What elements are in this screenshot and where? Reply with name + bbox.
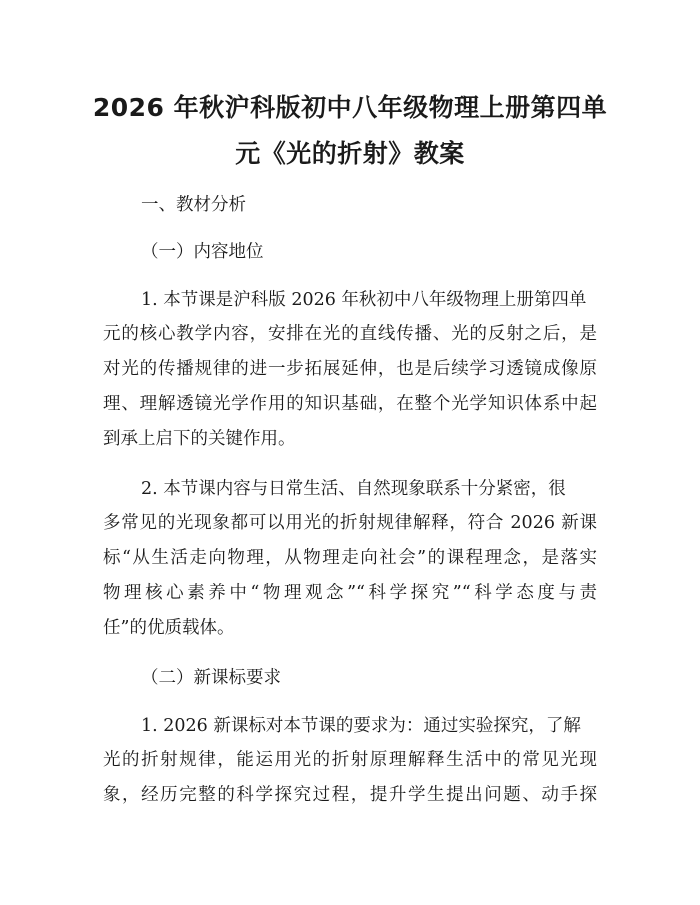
paragraph-3-line-3: 象，经历完整的科学探究过程，提升学生提出问题、动手探 — [103, 785, 597, 805]
paragraph-2-line-3: 标“从生活走向物理，从物理走向社会”的课程理念，是落实 — [103, 548, 597, 568]
subsection-heading-content-position: （一）内容地位 — [141, 242, 264, 262]
subsection-heading-curriculum-requirements: （二）新课标要求 — [141, 668, 281, 688]
paragraph-3-line-2: 光的折射规律，能运用光的折射原理解释生活中的常见光现 — [103, 750, 597, 770]
paragraph-3-line-1: 1. 2026 新课标对本节课的要求为：通过实验探究，了解 — [141, 716, 581, 736]
section-heading-textbook-analysis: 一、教材分析 — [141, 195, 246, 215]
paragraph-1-line-5: 到承上启下的关键作用。 — [103, 429, 296, 449]
document-title-line-2: 元《光的折射》教案 — [235, 139, 465, 168]
paragraph-1-line-3: 对光的传播规律的进一步拓展延伸，也是后续学习透镜成像原 — [103, 359, 597, 379]
paragraph-2-line-1: 2. 本节课内容与日常生活、自然现象联系十分紧密，很 — [141, 479, 566, 499]
document-title-line-1: 2026 年秋沪科版初中八年级物理上册第四单 — [92, 93, 608, 122]
paragraph-2-line-2: 多常见的光现象都可以用光的折射规律解释，符合 2026 新课 — [103, 513, 597, 533]
paragraph-1-line-2: 元的核心教学内容，安排在光的直线传播、光的反射之后，是 — [103, 324, 597, 344]
paragraph-2-line-4: 物理核心素养中“物理观念”“科学探究”“科学态度与责 — [103, 583, 597, 603]
paragraph-2-line-5: 任”的优质载体。 — [103, 618, 235, 638]
paragraph-1-line-4: 理、理解透镜光学作用的知识基础，在整个光学知识体系中起 — [103, 394, 597, 414]
paragraph-1-line-1: 1. 本节课是沪科版 2026 年秋初中八年级物理上册第四单 — [141, 290, 587, 310]
